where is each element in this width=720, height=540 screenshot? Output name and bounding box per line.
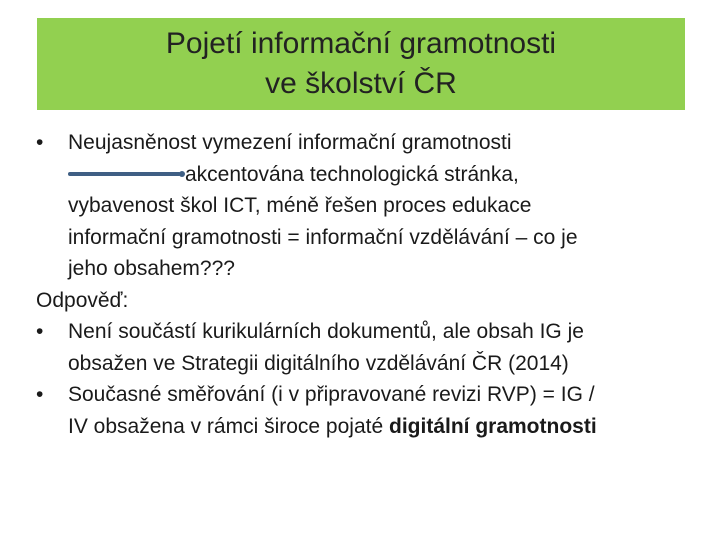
bullet-text: Není součástí kurikulárních dokumentů, ale obsah IG je	[68, 320, 584, 343]
bullet-text: Současné směřování (i v připravované revizi RVP) = IG /	[68, 383, 595, 406]
bullet-point-3	[36, 379, 686, 411]
bullet-dot: •	[36, 383, 44, 406]
bullet-text: akcentována technologická stránka,	[185, 162, 519, 186]
bullet-text: jeho obsahem???	[68, 257, 235, 280]
bullet-point-1-continuation	[36, 159, 686, 191]
bullet-point-1-continuation	[36, 190, 686, 222]
slide-title-line-2: ve školství ČR	[265, 67, 457, 100]
slide-title-line-1: Pojetí informační gramotnosti	[165, 27, 557, 60]
bullet-point-1-continuation	[36, 253, 686, 285]
slide-body	[36, 127, 686, 442]
bullet-text: Neujasněnost vymezení informační gramotnosti	[68, 131, 512, 154]
bullet-point-2	[36, 316, 686, 348]
bullet-point-1	[36, 127, 686, 159]
bullet-dot: •	[36, 131, 44, 154]
bullet-dot: •	[36, 320, 44, 343]
slide-title-box	[37, 18, 685, 110]
arrow-connector-icon	[68, 172, 181, 176]
bullet-text: IV obsažena v rámci široce pojaté	[68, 414, 389, 438]
bullet-text: informační gramotnosti = informační vzdělávání – co je	[68, 225, 578, 249]
bold-emphasis-text: digitální gramotnosti	[389, 414, 597, 438]
bullet-point-2-continuation	[36, 348, 686, 380]
bullet-text: obsažen ve Strategii digitálního vzdělávání ČR (2014)	[68, 351, 569, 375]
bullet-point-1-continuation	[36, 222, 686, 254]
bullet-text: vybavenost škol ICT, méně řešen proces edukace	[68, 194, 532, 217]
bullet-point-3-continuation	[36, 411, 686, 443]
answer-heading: Odpověď:	[36, 288, 129, 312]
